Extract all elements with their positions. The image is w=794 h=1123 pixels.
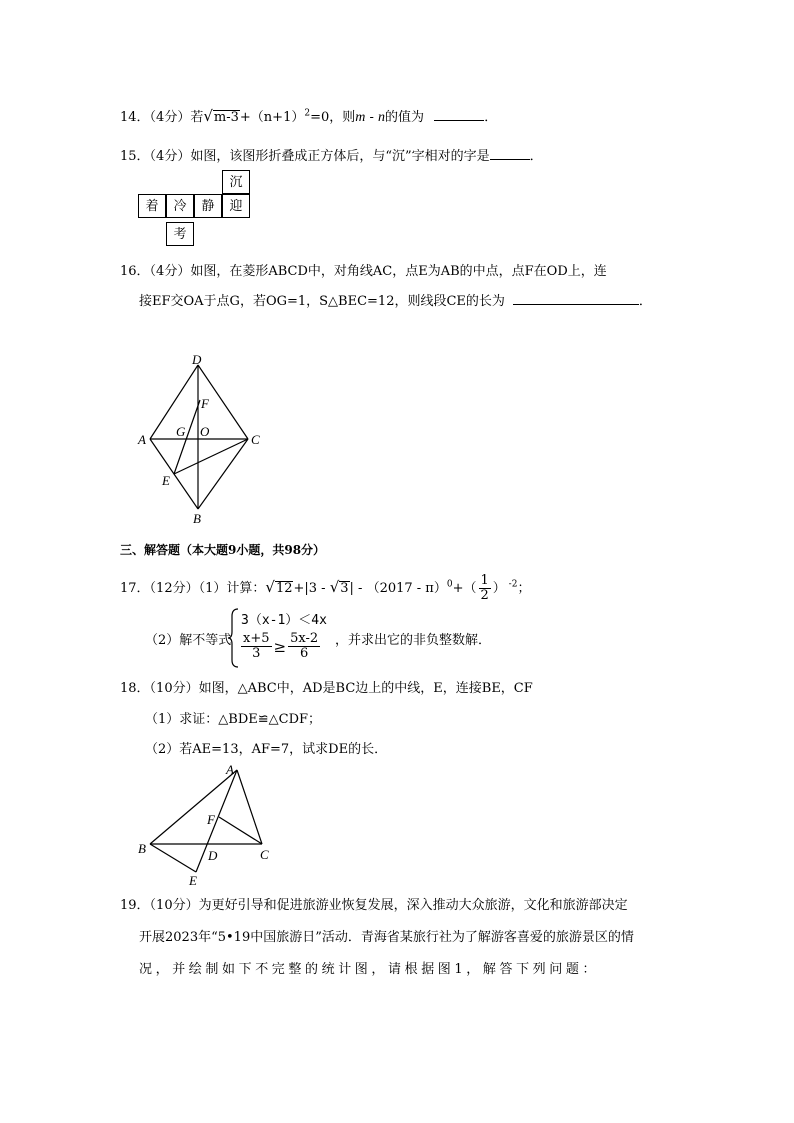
question-19-line-2: 开展2023年“5•19中国旅游日”活动．青海省某旅行社为了解游客喜爱的旅游景区的情: [139, 930, 634, 945]
q14-eq: =0，则: [310, 110, 356, 125]
question-18-part-1: （1）求证：△BDE≌△CDF；: [145, 712, 322, 727]
q14-answer-blank[interactable]: [434, 120, 484, 121]
q14-minus: -: [365, 110, 379, 125]
side-ab: [150, 770, 237, 844]
label-a: A: [138, 432, 146, 447]
q15-score: （4分）: [149, 149, 191, 164]
label-g: G: [176, 424, 186, 439]
q16-text-2: 接EF交OA于点G，若OG=1，S△BEC=12，则线段CE的长为: [139, 294, 505, 309]
label-o: O: [200, 424, 210, 439]
label-b: B: [193, 511, 201, 526]
q18-score: （10分）: [149, 681, 199, 696]
q14-end: ．: [484, 110, 498, 125]
q14-plus: +（n+1）: [239, 110, 305, 125]
q14-post: 的值为: [385, 110, 425, 125]
q14-pre: 若: [190, 110, 204, 125]
label-a: A: [226, 762, 234, 777]
q17-abs-post: | - （2017 - π）: [349, 581, 447, 596]
segment-be: [150, 844, 196, 872]
q17-exp-minus2: -2: [505, 579, 518, 590]
system-ineq-2: [239, 632, 322, 661]
q19-score: （10分）: [149, 898, 199, 913]
label-e: E: [189, 873, 197, 888]
q15-text: 如图，该图形折叠成正方体后，与“沉”字相对的字是: [190, 149, 490, 164]
section-3-heading: 三、解答题（本大题9小题，共98分）: [120, 543, 326, 557]
frac2-denominator: 6: [299, 646, 309, 661]
q15-number: 15．: [120, 149, 150, 164]
question-18: [120, 677, 533, 696]
q17-part2-post: ，并求出它的非负整数解．: [335, 633, 492, 648]
frac1-denominator: 3: [252, 646, 261, 661]
half-denominator: 2: [480, 588, 489, 603]
label-e: E: [162, 473, 170, 488]
q18-number: 18．: [120, 681, 150, 696]
net-cell-jing: 静: [194, 194, 222, 218]
question-16-line-2: [139, 290, 652, 309]
segment-ec: [174, 439, 248, 474]
side-cb: [198, 439, 248, 509]
q17-abs-pre: +|3 -: [293, 581, 330, 596]
q16-answer-blank[interactable]: [513, 304, 639, 305]
system-ineq-1: 3（x-1）＜4x: [241, 613, 327, 628]
label-c: C: [260, 847, 269, 862]
net-cell-kao: 考: [166, 222, 194, 246]
q14-root: m-3: [213, 110, 239, 125]
q19-number: 19．: [120, 898, 150, 913]
sqrt-sign: √: [329, 578, 340, 596]
q14-number: 14．: [120, 110, 150, 125]
label-d: D: [208, 848, 218, 863]
q17-exp0: 0: [446, 579, 453, 590]
question-16-line-1: [120, 260, 607, 279]
segment-cf: [219, 817, 262, 844]
q14-exp: 2: [304, 108, 311, 119]
sqrt-sign: √: [203, 107, 213, 125]
net-cell-zhuo: 着: [138, 194, 166, 218]
net-cell-leng: 冷: [166, 194, 194, 218]
q15-end: ．: [529, 149, 543, 164]
frac-x-plus-5: [241, 632, 272, 661]
q17-part2-label: （2）解不等式: [145, 633, 232, 648]
q17-root-3: 3: [340, 581, 349, 596]
half-numerator: 1: [480, 573, 489, 588]
label-c: C: [251, 432, 260, 447]
question-18-part-2: （2）若AE=13，AF=7，试求DE的长．: [145, 742, 388, 757]
q17-half-fraction: [479, 574, 491, 603]
q16-score: （4分）: [149, 264, 191, 279]
triangle-figure: [130, 758, 280, 890]
q17-semi: ；: [517, 581, 531, 596]
q17-plus: +（: [452, 581, 477, 596]
question-19-line-1: [120, 894, 628, 913]
q16-text-1: 如图，在菱形ABCD中，对角线AC，点E为AB的中点，点F在OD上，连: [190, 264, 607, 279]
net-cell-chen: 沉: [222, 170, 250, 194]
q16-number: 16．: [120, 264, 150, 279]
side-ac: [237, 770, 262, 844]
label-f: F: [201, 396, 209, 411]
q17-close: ）: [492, 581, 506, 596]
label-d: D: [192, 352, 202, 367]
rhombus-figure: [130, 345, 270, 530]
label-f: F: [207, 812, 215, 827]
q14-score: （4分）: [149, 110, 191, 125]
frac2-numerator: 5x-2: [290, 631, 319, 646]
q19-text-1: 为更好引导和促进旅游业恢复发展，深入推动大众旅游，文化和旅游部决定: [198, 898, 628, 913]
question-15: [120, 145, 543, 164]
q18-text: 如图，△ABC中，AD是BC边上的中线，E，连接BE，CF: [198, 681, 533, 696]
question-17-part-1: [120, 574, 530, 603]
geq-sign: ≥: [273, 637, 287, 656]
q17-root-12: 12: [275, 581, 293, 596]
frac1-numerator: x+5: [243, 631, 270, 646]
q17-number: 17．: [120, 581, 150, 596]
net-cell-ying: 迎: [222, 194, 250, 218]
question-14: [120, 106, 497, 126]
q15-answer-blank[interactable]: [490, 159, 530, 160]
q14-m: m: [355, 110, 366, 125]
q17-part1-label: （1）计算：: [198, 581, 266, 596]
question-19-line-3: 况，并绘制如下不完整的统计图，请根据图1，解答下列问题：: [139, 962, 600, 977]
sqrt-sign: √: [265, 578, 275, 596]
q17-score: （12分）: [149, 581, 199, 596]
frac-5x-minus-2: [288, 632, 320, 661]
q14-n: n: [378, 110, 386, 125]
label-b: B: [138, 841, 146, 856]
q16-end: ．: [638, 294, 652, 309]
